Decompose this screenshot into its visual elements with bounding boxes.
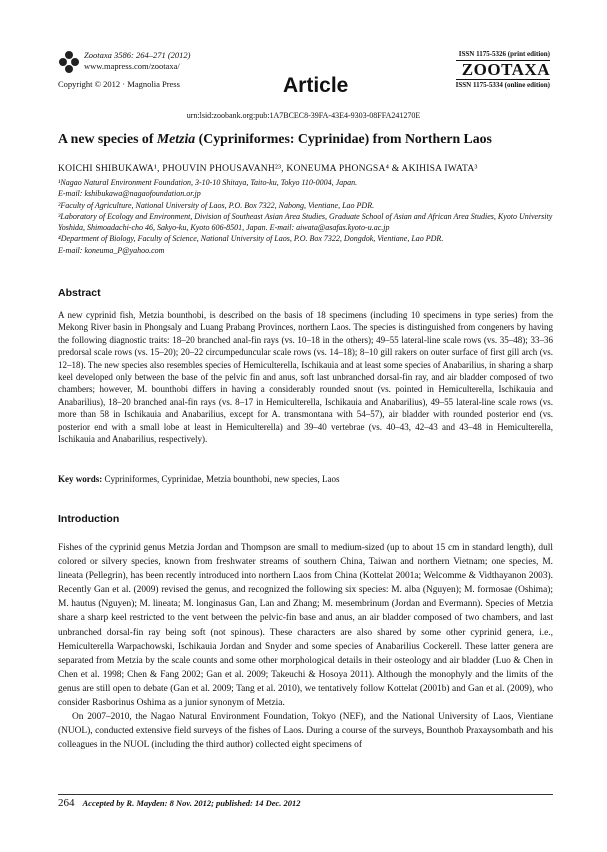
affiliations <box>58 177 553 256</box>
paper-title <box>58 131 553 147</box>
keywords-text: Cypriniformes, Cyprinidae, Metzia bounthobi, new species, Laos <box>104 474 340 484</box>
page-number: 264 <box>58 797 75 809</box>
affiliation-4: ⁴Department of Biology, Faculty of Science, National University of Laos, P.O. Box 7322, Dongdok, Vientiane, Lao PDR. <box>58 234 444 244</box>
page-footer <box>58 797 301 809</box>
journal-citation-block <box>84 50 190 71</box>
journal-name: ZOOTAXA <box>456 60 550 80</box>
email-1[interactable]: E-mail: kshibukawa@nagaofoundation.or.jp <box>58 189 201 199</box>
title-part-2: (Cypriniformes: Cyprinidae) from Northern Laos <box>195 131 492 146</box>
magnolia-press-logo-icon <box>58 50 80 74</box>
zoobank-urn[interactable]: urn:lsid:zoobank.org:pub:1A7BCEC8-39FA-43E4-9303-08FFA241270E <box>186 111 421 120</box>
abstract-heading: Abstract <box>58 287 101 299</box>
keywords <box>58 474 553 484</box>
journal-url[interactable]: www.mapress.com/zootaxa/ <box>84 60 180 71</box>
footer-divider <box>58 794 553 795</box>
journal-reference: Zootaxa 3586: 264–271 (2012) <box>84 50 191 60</box>
author-list: KOICHI SHIBUKAWA¹, PHOUVIN PHOUSAVANH²³, KONEUMA PHONGSA⁴ & AKIHISA IWATA³ <box>58 163 478 174</box>
introduction-heading: Introduction <box>58 513 120 525</box>
affiliation-1: ¹Nagao Natural Environment Foundation, 3-10-10 Shitaya, Taito-ku, Tokyo 110-0004, Japan. <box>58 178 358 187</box>
affiliation-2: ²Faculty of Agriculture, National University of Laos, P.O. Box 7322, Nabong, Vientiane, Lao PDR. <box>58 200 375 210</box>
title-part-1: A new species of <box>58 131 157 146</box>
affiliation-3: ³Laboratory of Ecology and Environment, Division of Southeast Asian Area Studies, Graduate School of Asian and African Area Studies, Kyoto University Yoshida, Shimoadachi-cho 46, Sakyo-ku, Kyoto 606-8501, Japan. E-mail: aiwata@asafas.kyoto-u.ac.jp <box>58 211 553 233</box>
intro-paragraph-2: On 2007–2010, the Nagao Natural Environment Foundation, Tokyo (NEF), and the National University of Laos, Vientiane (NUOL), conducted extensive field surveys of the fishes of Laos. During a course of the surveys, Bounthob Praxaysombath and his colleagues in the NUOL (including the third author) collected eight specimens of <box>58 712 553 751</box>
accepted-published-dates: Accepted by R. Mayden: 8 Nov. 2012; published: 14 Dec. 2012 <box>82 798 301 808</box>
journal-issn-block <box>456 50 550 90</box>
article-type-label: Article <box>283 74 349 97</box>
issn-online: ISSN 1175-5334 (online edition) <box>455 81 550 89</box>
email-4[interactable]: E-mail: koneuma_P@yahoo.com <box>58 245 165 255</box>
intro-paragraph-1: Fishes of the cyprinid genus Metzia Jordan and Thompson are small to medium-sized (up to about 15 cm in standard length), dull colored or silvery species, known from freshwater streams of southern China, Taiwan and northern Vietnam; one species, M. lineata (Pellegrin), has been recently introduced into northern Laos from China (Kottelat 2001a; Welcomme & Vidthayanon 2003). Recently Gan et al. (2009) revised the genus, and recognized the following six species: M. alba (Nguyen); M. formosae (Oshima); M. hautus (Nguyen); M. lineata; M. longinasus Gan, Lan and Zhang; M. mesembrinum (Jordan and Evermann). Species of Metzia share a sharp keel restricted to the vent between the pelvic-fin base and anus, an air bladder composed of two chambers, and last unbranched dorsal-fin ray being soft (not spinous). These characters are also shared by some other cyprinid genera, i.e., Hemiculterella Warpachowski, Ischikauia Jordan and Snyder and some species of Anabarilius Cockerell. These latter genera are separated from Metzia by the scale counts and some other morphological details in their osteology and air bladder (Luo & Chen in Chen et al. 1998; Chen & Fang 2002; Gan et al. 2009; Takeuchi & Hosoya 2011). Although the monophyly and the limits of the genus are still open to debate (Gan et al. 2009; Tang et al. 2010), we tentatively follow Kottelat (2001b) and Gan et al. (2009), who consider Rasborinus Oshima as a junior synonym of Metzia. <box>58 543 553 709</box>
copyright-line: Copyright © 2012 · Magnolia Press <box>58 79 180 89</box>
issn-print: ISSN 1175-5326 (print edition) <box>458 50 550 58</box>
introduction-body <box>58 541 553 752</box>
abstract-text: A new cyprinid fish, Metzia bounthobi, is described on the basis of 18 specimens (including 10 specimens in type series) from the Mekong River basin in Phongsaly and Luang Prabang Provinces, northern Laos. The species is distinguished from congeners by having the following diagnostic traits: 18–20 branched anal-fin rays (vs. 10–18 in the others); 49–55 lateral-line scale rows (vs. 35–48); 33–36 predorsal scale rows (vs. 15–20); 20–22 circumpeduncular scale rows (vs. 14–18); 8–10 gill rakers on outer surface of first gill arch (vs. 12–18). The new species also resembles species of Hemiculterella, Ischikauia and at least some species of Anabarilius, in sharing a sharp keel developed only between the base of the pelvic fin and anus, soft last unbranched dorsal-fin ray, and air bladder composed of two chambers; however, M. bounthobi differs in having a considerably rounded snout (vs. pointed in Hemiculterella, Ischikauia and Anabarilius), 18–20 branched anal-fin rays (vs. 8–17 in Hemiculterella, Ischikauia and Anabarilius), 49–55 lateral-line scale rows (vs. more than 58 in Ischikauia and Anabarilius, except for A. transmontana with 54–57), air bladder with rounded posterior end (vs. posterior end with a small lobe at least in Hemiculterella) and 39–40 vertebrae (vs. 40–43, 42–43 and 43–48 in Hemiculterella, Ischikauia and Anabarilius, respectively). <box>58 310 553 445</box>
title-genus: Metzia <box>156 131 196 146</box>
keywords-label: Key words: <box>58 474 103 484</box>
